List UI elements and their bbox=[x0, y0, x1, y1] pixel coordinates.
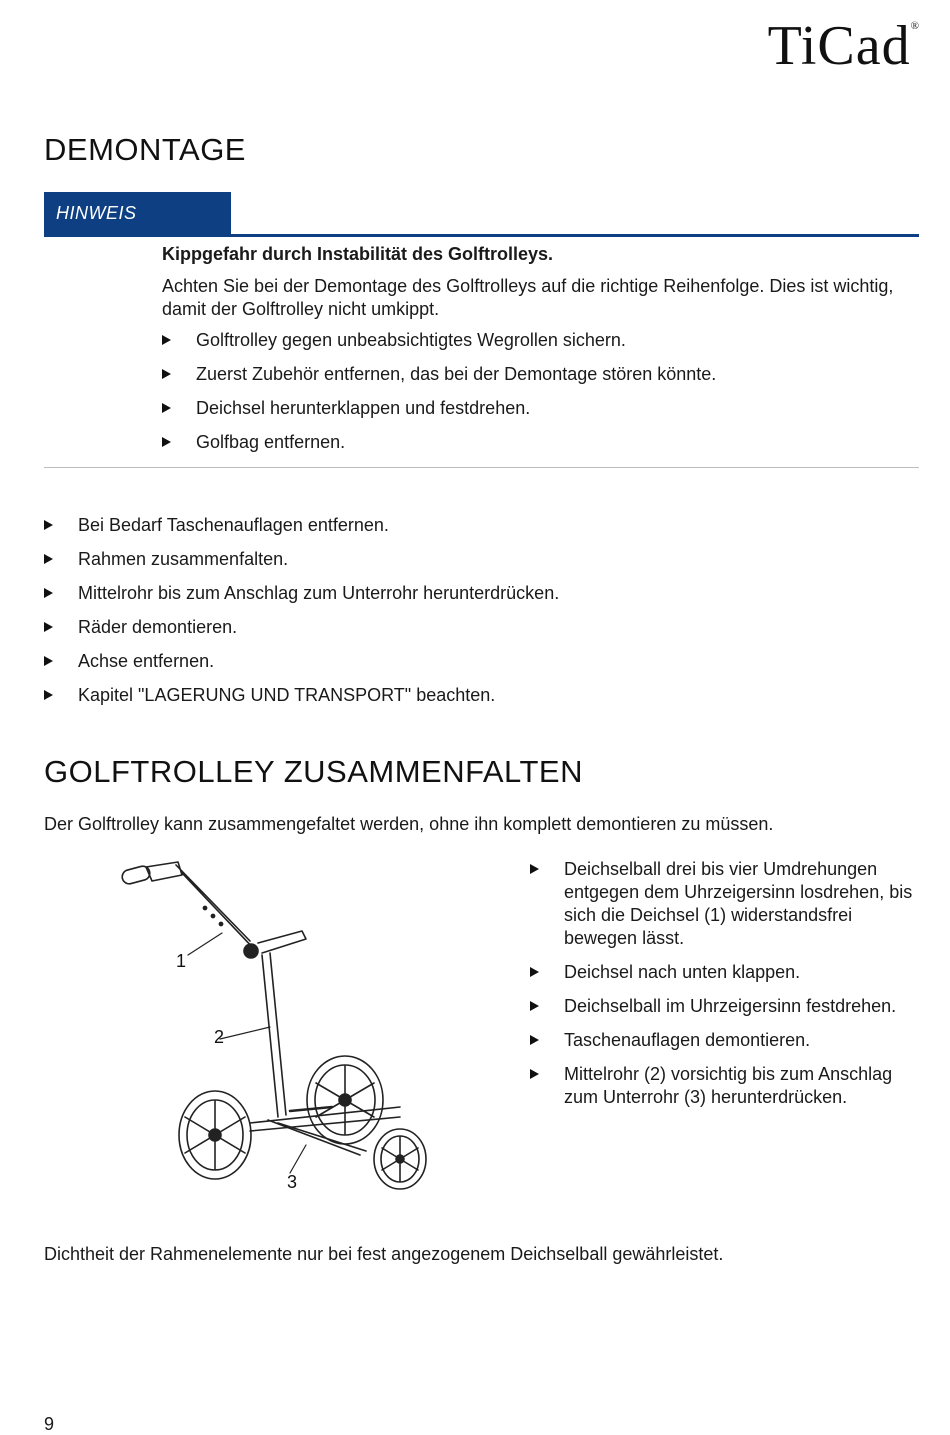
triangle-right-icon bbox=[530, 1035, 539, 1045]
callout-label-1: 1 bbox=[176, 951, 187, 971]
triangle-right-icon bbox=[44, 656, 53, 666]
fold-step-text: Deichselball drei bis vier Umdrehungen entgegen dem Uhrzeigersinn losdrehen, bis sich die Deichsel (1) widerstandsfrei bewegen lässt. bbox=[564, 859, 913, 948]
step-item bbox=[44, 650, 919, 673]
triangle-right-icon bbox=[162, 437, 171, 447]
golf-trolley-illustration bbox=[100, 855, 460, 1205]
fold-step-item bbox=[530, 1029, 920, 1052]
logo-text: TiCad bbox=[767, 15, 911, 77]
triangle-right-icon bbox=[530, 864, 539, 874]
fold-step-item bbox=[530, 995, 920, 1018]
triangle-right-icon bbox=[44, 690, 53, 700]
triangle-right-icon bbox=[162, 403, 171, 413]
notice-item bbox=[162, 397, 919, 420]
axle bbox=[250, 1107, 400, 1131]
step-text: Achse entfernen. bbox=[78, 651, 215, 671]
page-number: 9 bbox=[44, 1414, 55, 1434]
step-text: Rahmen zusammenfalten. bbox=[78, 549, 289, 569]
notice-label: HINWEIS bbox=[44, 192, 231, 234]
step-item bbox=[44, 548, 919, 571]
step-text: Räder demontieren. bbox=[78, 617, 238, 637]
step-item bbox=[44, 684, 919, 707]
triangle-right-icon bbox=[44, 622, 53, 632]
fold-step-text: Taschenauflagen demontieren. bbox=[564, 1030, 811, 1050]
notice-item bbox=[162, 363, 919, 386]
triangle-right-icon bbox=[44, 520, 53, 530]
fold-step-item bbox=[530, 961, 920, 984]
triangle-right-icon bbox=[162, 369, 171, 379]
notice-item-text: Golftrolley gegen unbeabsichtigtes Wegrollen sichern. bbox=[196, 330, 626, 350]
notice-divider bbox=[44, 467, 919, 468]
triangle-right-icon bbox=[44, 588, 53, 598]
fold-step-text: Mittelrohr (2) vorsichtig bis zum Anschlag zum Unterrohr (3) herunterdrücken. bbox=[564, 1064, 893, 1107]
middle-tube bbox=[262, 953, 286, 1117]
callout-label-3: 3 bbox=[287, 1172, 298, 1192]
notice-text: Achten Sie bei der Demontage des Golftrolleys auf die richtige Reihenfolge. Dies ist wichtig, damit der Golftrolley nicht umkippt. bbox=[162, 276, 894, 319]
triangle-right-icon bbox=[530, 1069, 539, 1079]
fold-step-text: Deichselball im Uhrzeigersinn festdrehen. bbox=[564, 996, 897, 1016]
step-text: Mittelrohr bis zum Anschlag zum Unterrohr herunterdrücken. bbox=[78, 583, 560, 603]
notice-heading: Kippgefahr durch Instabilität des Golftrolleys. bbox=[162, 244, 554, 264]
triangle-right-icon bbox=[530, 967, 539, 977]
step-text: Bei Bedarf Taschenauflagen entfernen. bbox=[78, 515, 389, 535]
section-title-zusammenfalten: GOLFTROLLEY ZUSAMMENFALTEN bbox=[44, 754, 583, 789]
section-intro: Der Golftrolley kann zusammengefaltet werden, ohne ihn komplett demontieren zu müssen. bbox=[44, 814, 774, 834]
callout-lines bbox=[188, 933, 306, 1173]
fold-step-item bbox=[530, 858, 920, 950]
trolley-drawing bbox=[100, 855, 460, 1205]
triangle-right-icon bbox=[44, 554, 53, 564]
demontage-steps bbox=[44, 514, 919, 718]
folding-steps bbox=[530, 858, 920, 1120]
step-item bbox=[44, 616, 919, 639]
notice-item-text: Zuerst Zubehör entfernen, das bei der Demontage stören könnte. bbox=[196, 364, 717, 384]
brand-logo bbox=[768, 14, 920, 78]
callout-label-2: 2 bbox=[214, 1027, 225, 1047]
section-title-demontage: DEMONTAGE bbox=[44, 132, 246, 167]
push-bar bbox=[176, 865, 256, 951]
fold-step-item bbox=[530, 1063, 920, 1109]
notice-item bbox=[162, 431, 919, 454]
notice-list bbox=[162, 329, 919, 454]
footnote: Dichtheit der Rahmenelemente nur bei fest angezogenem Deichselball gewährleistet. bbox=[44, 1244, 724, 1264]
notice-header bbox=[44, 192, 919, 237]
step-item bbox=[44, 514, 919, 537]
triangle-right-icon bbox=[530, 1001, 539, 1011]
notice-item-text: Golfbag entfernen. bbox=[196, 432, 346, 452]
step-text: Kapitel "LAGERUNG UND TRANSPORT" beachten. bbox=[78, 685, 496, 705]
registered-mark: ® bbox=[910, 20, 920, 32]
notice-item-text: Deichsel herunterklappen und festdrehen. bbox=[196, 398, 531, 418]
fold-step-text: Deichsel nach unten klappen. bbox=[564, 962, 801, 982]
joint-knob bbox=[244, 944, 258, 958]
step-item bbox=[44, 582, 919, 605]
top-bracket bbox=[258, 931, 306, 953]
notice-item bbox=[162, 329, 919, 352]
notice-body bbox=[162, 244, 919, 465]
triangle-right-icon bbox=[162, 335, 171, 345]
